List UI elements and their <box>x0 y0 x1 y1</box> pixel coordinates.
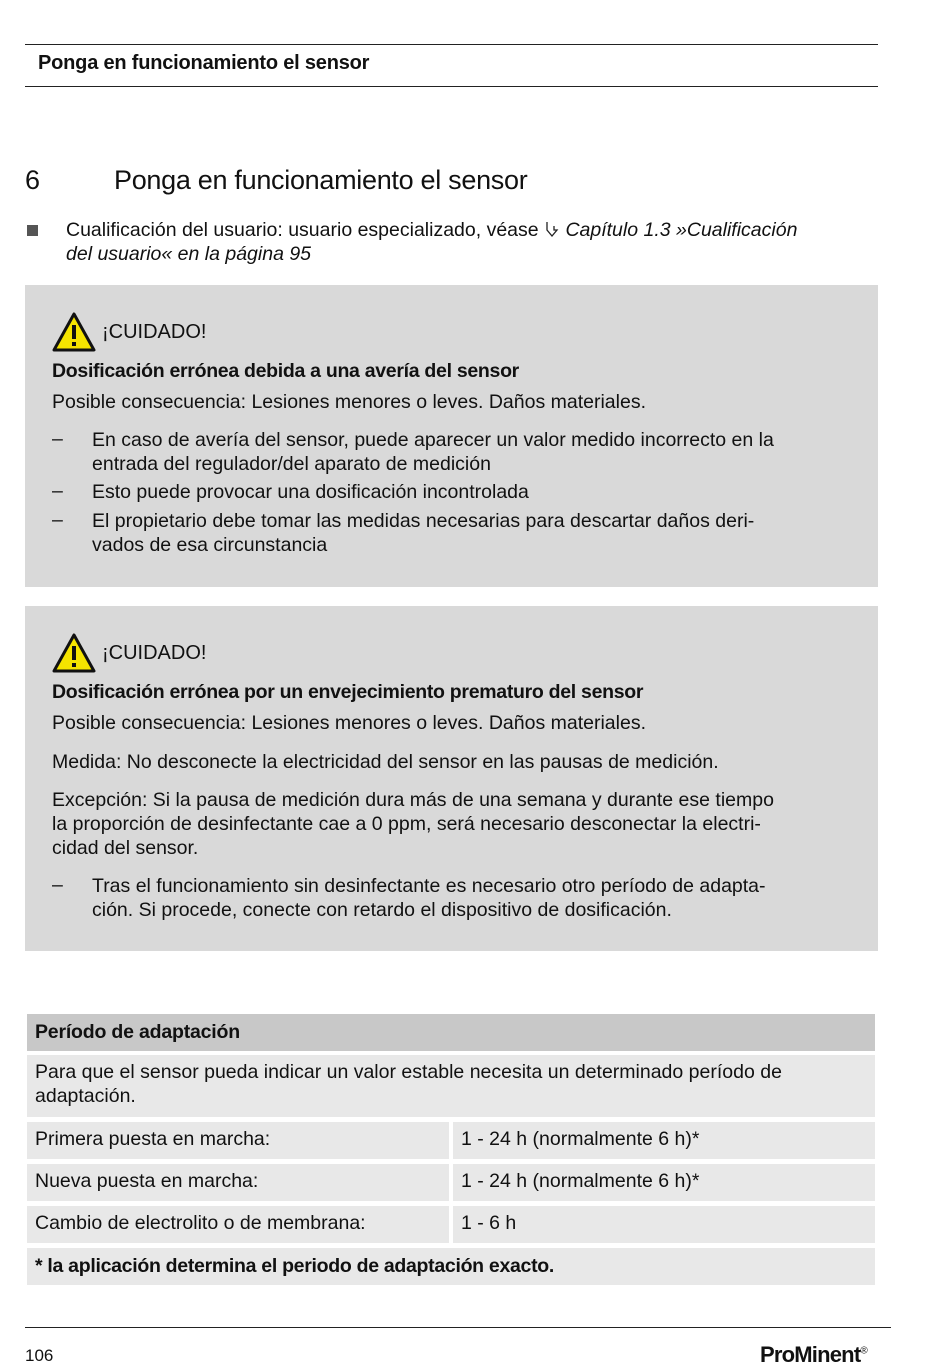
square-bullet-icon <box>27 225 38 236</box>
exception-line: cidad del sensor. <box>52 837 199 859</box>
table-row-label: Nueva puesta en marcha: <box>27 1164 449 1201</box>
warning-triangle-icon <box>52 312 96 352</box>
warning-heading: Dosificación errónea debida a una avería del sensor <box>52 360 519 382</box>
warning-consequence: Posible consecuencia: Lesiones menores o leves. Daños materiales. <box>52 391 646 413</box>
table-row-value: 1 - 24 h (normalmente 6 h)* <box>453 1122 875 1159</box>
warning-list-item <box>92 509 862 557</box>
table-row-value: 1 - 6 h <box>453 1206 875 1243</box>
chapter-number: 6 <box>25 165 41 195</box>
xref-line-2: del usuario« en la página 95 <box>66 243 312 265</box>
page-number: 106 <box>25 1346 54 1365</box>
signal-word: ¡CUIDADO! <box>102 642 207 664</box>
table-row-value: 1 - 24 h (normalmente 6 h)* <box>453 1164 875 1201</box>
warning-list-item <box>92 874 862 922</box>
item-line: vados de esa circunstancia <box>92 534 328 556</box>
table-footnote: * la aplicación determina el periodo de adaptación exacto. <box>27 1248 875 1285</box>
warning-exception <box>52 788 862 860</box>
warning-heading: Dosificación errónea por un envejecimiento prematuro del sensor <box>52 681 644 703</box>
caution-box-1 <box>25 285 878 587</box>
dash-bullet: – <box>52 428 63 450</box>
qualification-text <box>66 218 881 266</box>
warning-list-item <box>92 480 862 504</box>
warning-measure: Medida: No desconecte la electricidad del sensor en las pausas de medición. <box>52 751 719 773</box>
dash-bullet: – <box>52 874 63 896</box>
exception-line: la proporción de desinfectante cae a 0 ppm, será necesario desconectar la electri- <box>52 813 761 835</box>
intro-line: Para que el sensor pueda indicar un valor estable necesita un determinado período de <box>35 1061 782 1083</box>
prominent-logo <box>760 1342 867 1368</box>
qualification-label: Cualificación del usuario: usuario especializado, véase <box>66 219 545 241</box>
intro-line: adaptación. <box>35 1085 136 1107</box>
registered-mark: ® <box>860 1345 867 1357</box>
arrow-link-icon <box>544 219 560 241</box>
running-header: Ponga en funcionamiento el sensor <box>38 52 370 74</box>
item-line: El propietario debe tomar las medidas necesarias para descartar daños deri- <box>92 510 755 532</box>
item-line: Esto puede provocar una dosificación incontrolada <box>92 481 529 503</box>
header-rule-bottom <box>25 86 878 87</box>
caution-box-2 <box>25 606 878 951</box>
table-row-label: Primera puesta en marcha: <box>27 1122 449 1159</box>
table-intro <box>27 1055 875 1117</box>
footer-rule <box>25 1327 891 1328</box>
warning-list-item <box>92 428 862 476</box>
xref-line-1: Capítulo 1.3 »Cualificación <box>565 219 798 241</box>
item-line: entrada del regulador/del aparato de medición <box>92 453 491 475</box>
dash-bullet: – <box>52 509 63 531</box>
signal-word: ¡CUIDADO! <box>102 321 207 343</box>
warning-triangle-icon <box>52 633 96 673</box>
item-line: En caso de avería del sensor, puede aparecer un valor medido incorrecto en la <box>92 429 774 451</box>
item-line: ción. Si procede, conecte con retardo el dispositivo de dosificación. <box>92 899 672 921</box>
item-line: Tras el funcionamiento sin desinfectante es necesario otro período de adapta- <box>92 875 766 897</box>
table-row-label: Cambio de electrolito o de membrana: <box>27 1206 449 1243</box>
table-heading: Período de adaptación <box>27 1014 875 1051</box>
brand-name: ProMinent <box>760 1342 861 1367</box>
dash-bullet: – <box>52 480 63 502</box>
exception-line: Excepción: Si la pausa de medición dura más de una semana y durante ese tiempo <box>52 789 774 811</box>
header-rule-top <box>25 44 878 45</box>
warning-consequence: Posible consecuencia: Lesiones menores o leves. Daños materiales. <box>52 712 646 734</box>
chapter-title: Ponga en funcionamiento el sensor <box>114 165 528 195</box>
